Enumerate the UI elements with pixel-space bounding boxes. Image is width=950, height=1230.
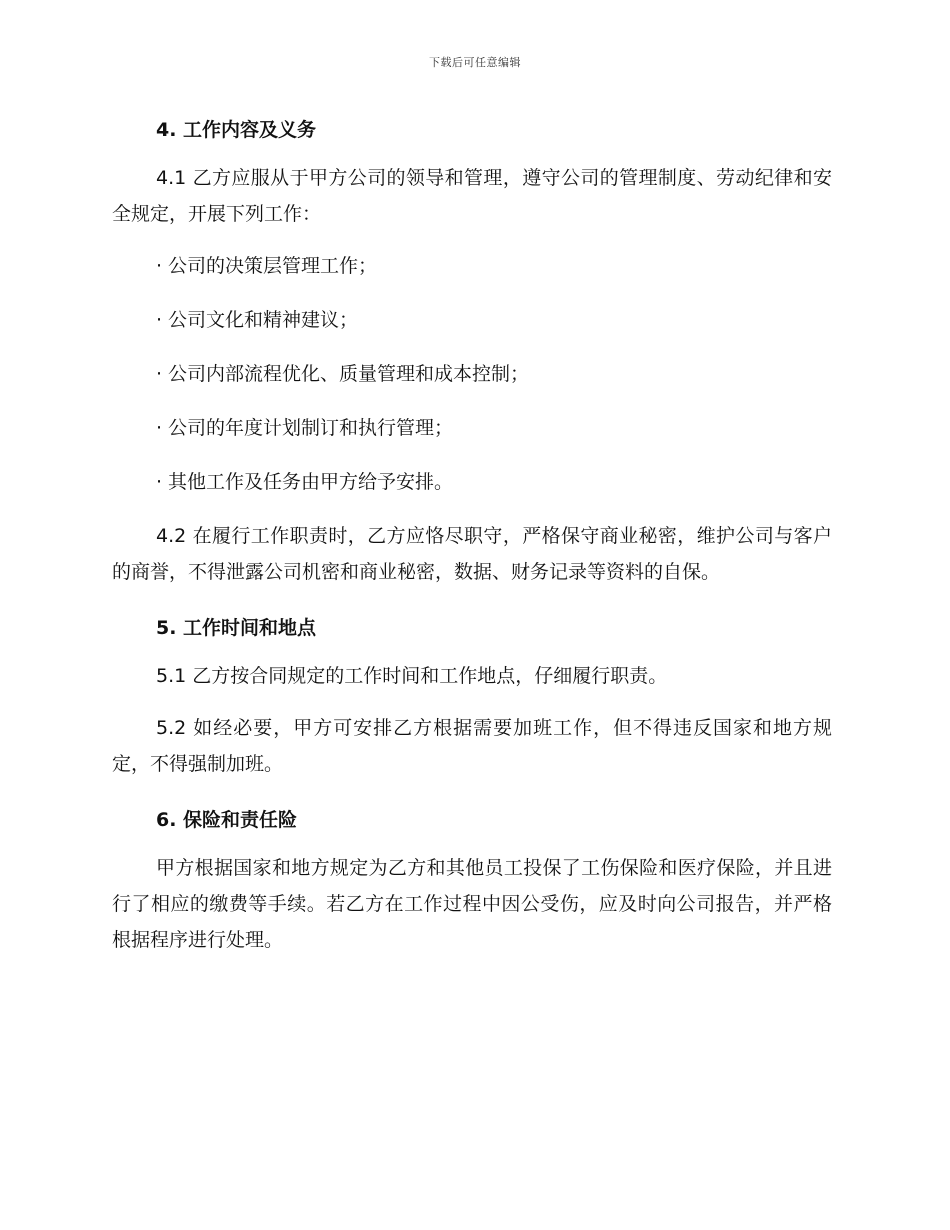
paragraph-4-1: 4.1 乙方应服从于甲方公司的领导和管理，遵守公司的管理制度、劳动纪律和安全规定，开展下列工作： [112,167,832,225]
bullet-dot-icon: · [156,417,163,439]
list-item-text: 公司文化和精神建议； [168,309,359,331]
section-heading-5: 5. 工作时间和地点 [156,617,317,639]
bullet-dot-icon: · [156,255,163,277]
list-item [112,464,832,500]
page-header: 下载后可任意编辑 [429,56,521,69]
paragraph-6: 甲方根据国家和地方规定为乙方和其他员工投保了工伤保险和医疗保险，并且进行了相应的缴费等手续。若乙方在工作过程中因公受伤，应及时向公司报告，并严格根据程序进行处理。 [112,857,832,951]
paragraph-5-1: 5.1 乙方按合同规定的工作时间和工作地点，仔细履行职责。 [156,665,668,687]
document-body [112,108,832,974]
section-heading-6: 6. 保险和责任险 [156,809,298,831]
list-item-text: 公司的决策层管理工作； [168,255,378,277]
duties-list [112,248,832,500]
bullet-dot-icon: · [156,309,163,331]
paragraph-5-2: 5.2 如经必要，甲方可安排乙方根据需要加班工作，但不得违反国家和地方规定，不得强制加班。 [112,717,832,775]
bullet-dot-icon: · [156,471,163,493]
bullet-dot-icon: · [156,363,163,385]
section-heading-4: 4. 工作内容及义务 [156,119,317,141]
paragraph-4-2: 4.2 在履行工作职责时，乙方应恪尽职守，严格保守商业秘密，维护公司与客户的商誉，不得泄露公司机密和商业秘密，数据、财务记录等资料的自保。 [112,525,832,583]
list-item [112,302,832,338]
list-item-text: 其他工作及任务由甲方给予安排。 [168,471,454,493]
list-item [112,248,832,284]
list-item [112,410,832,446]
list-item [112,356,832,392]
list-item-text: 公司的年度计划制订和执行管理； [168,417,454,439]
list-item-text: 公司内部流程优化、质量管理和成本控制； [168,363,530,385]
